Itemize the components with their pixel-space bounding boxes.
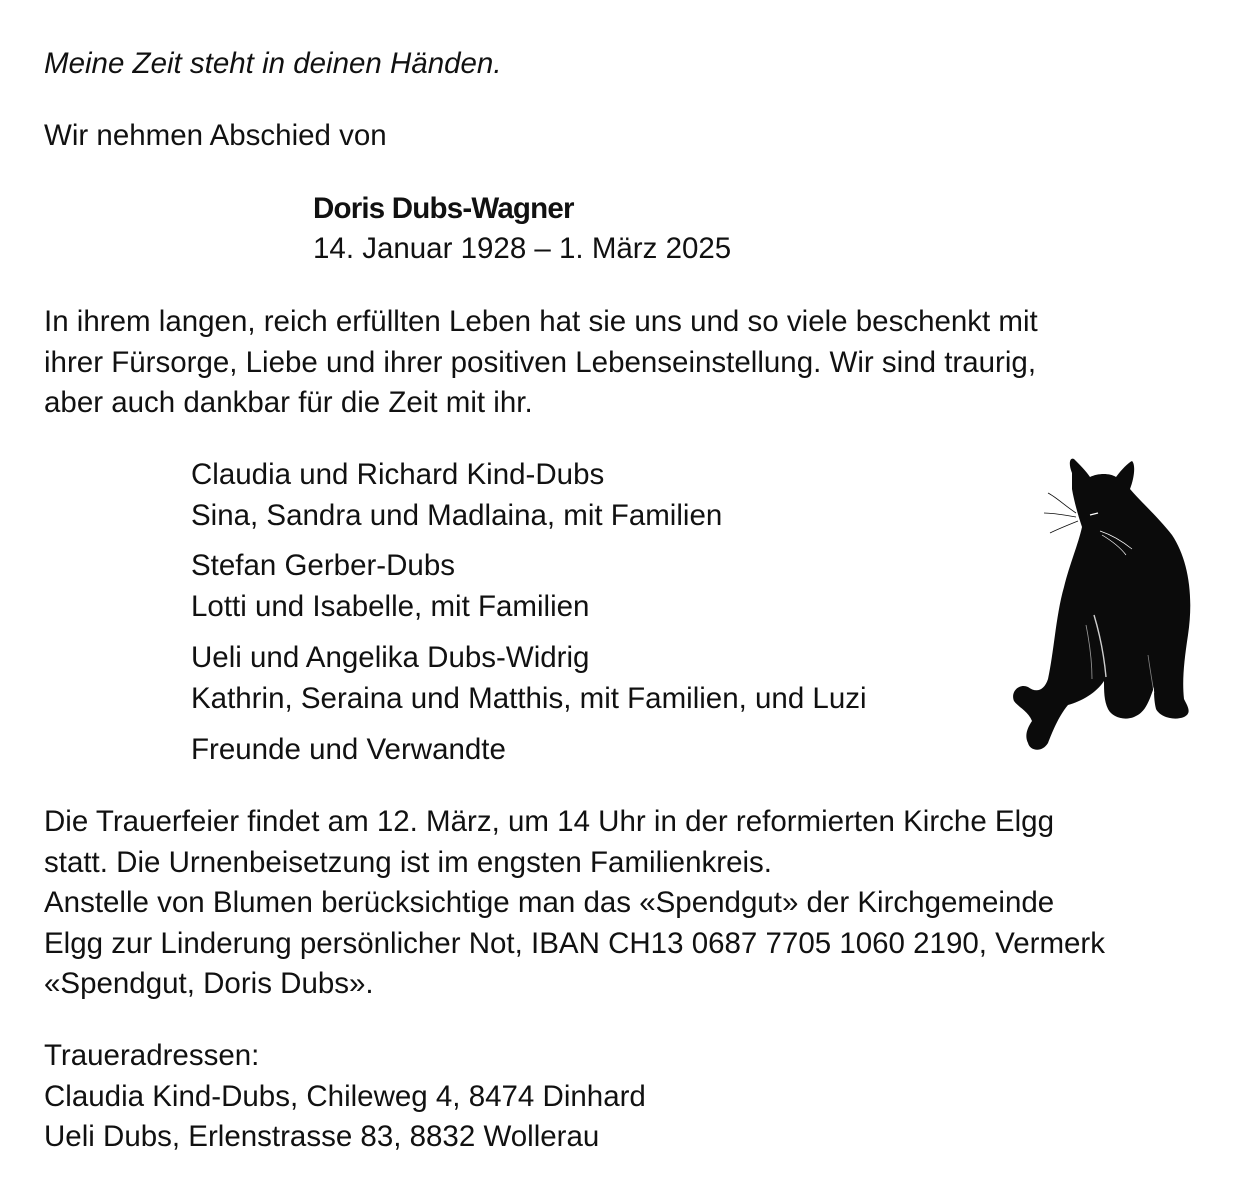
mourner-line: Claudia und Richard Kind-Dubs [191,458,605,491]
ceremony-line: statt. Die Urnenbeisetzung ist im engsten Familienkreis. [44,845,772,879]
black-cat-icon [1008,455,1196,753]
mourning-addresses [44,1036,646,1158]
tribute-line: aber auch dankbar für die Zeit mit ihr. [44,386,533,419]
ceremony-line: «Spendgut, Doris Dubs». [44,967,374,1000]
mourner-group [191,455,722,536]
mourner-group [191,638,867,719]
ceremony-paragraph [44,802,1105,1005]
mourner-line: Sina, Sandra und Madlaina, mit Familien [191,498,723,532]
intro-line: Wir nehmen Abschied von [44,119,387,152]
mourner-line: Kathrin, Seraina und Matthis, mit Familien, und Luzi [191,681,867,715]
deceased-name: Doris Dubs-Wagner [313,192,574,225]
mourner-group [191,730,506,771]
deceased-dates: 14. Januar 1928 – 1. März 2025 [313,232,732,265]
addresses-heading: Traueradressen: [44,1039,260,1072]
tribute-line: In ihrem langen, reich erfüllten Leben hat sie uns und so viele beschenkt mit [44,305,1038,338]
mourner-line: Ueli und Angelika Dubs-Widrig [191,641,590,674]
address-line: Ueli Dubs, Erlenstrasse 83, 8832 Wollerau [44,1120,600,1153]
tribute-paragraph [44,302,1038,424]
motto-verse: Meine Zeit steht in deinen Händen. [44,47,502,80]
ceremony-line: Die Trauerfeier findet am 12. März, um 14 Uhr in der reformierten Kirche Elgg [44,805,1054,838]
ceremony-line: Elgg zur Linderung persönlicher Not, IBAN CH13 0687 7705 1060 2190, Vermerk [44,926,1106,960]
mourner-line: Lotti und Isabelle, mit Familien [191,589,590,623]
mourner-group [191,546,589,627]
mourner-line: Freunde und Verwandte [191,733,506,766]
address-line: Claudia Kind-Dubs, Chileweg 4, 8474 Dinhard [44,1079,646,1113]
tribute-line: ihrer Fürsorge, Liebe und ihrer positiven Lebenseinstellung. Wir sind traurig, [44,345,1037,379]
ceremony-line: Anstelle von Blumen berücksichtige man das «Spendgut» der Kirchgemeinde [44,886,1055,919]
mourner-line: Stefan Gerber-Dubs [191,549,455,582]
